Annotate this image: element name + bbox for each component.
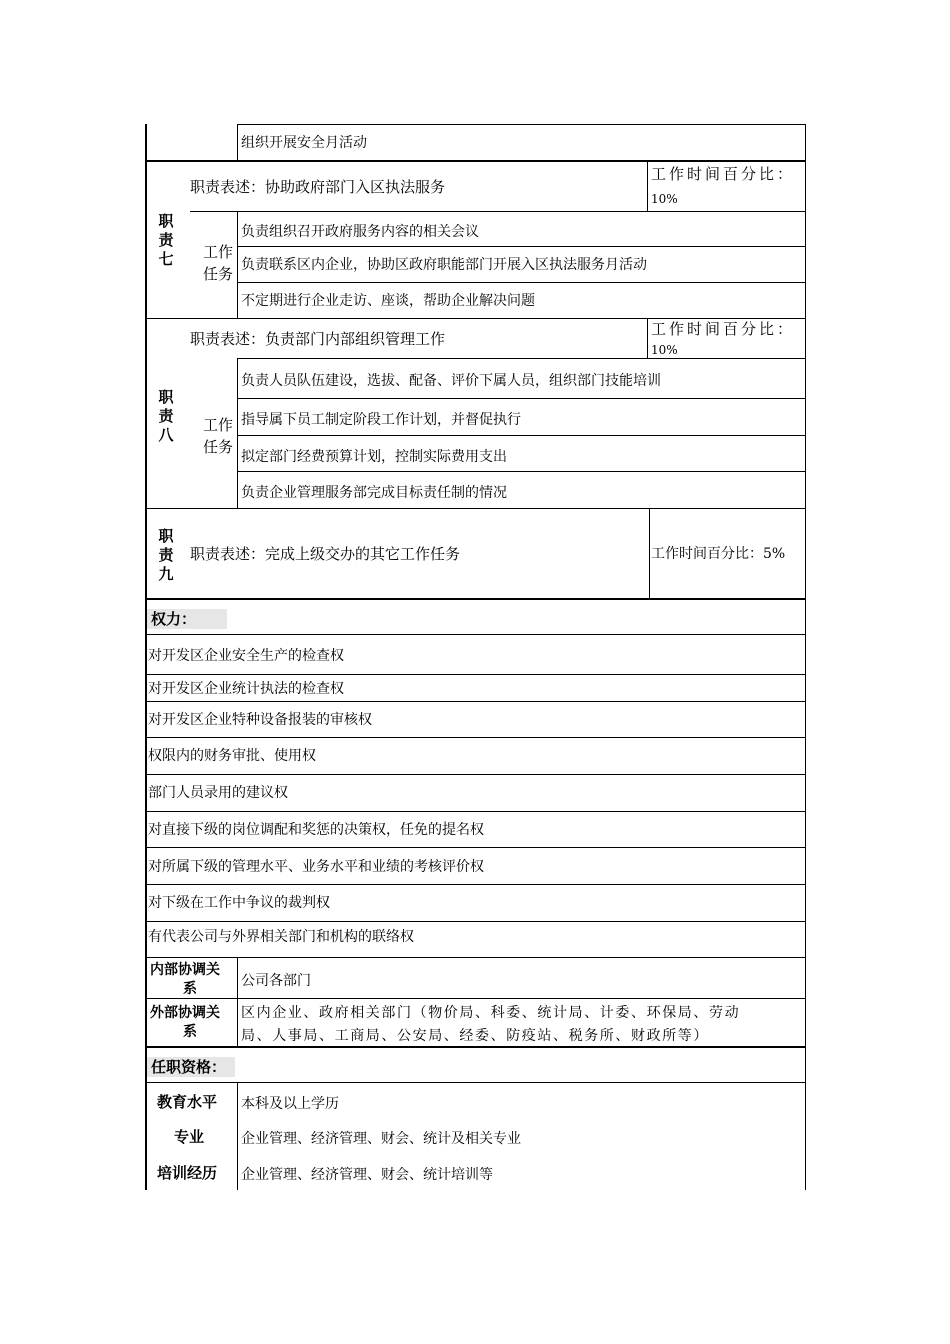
duty7-label: 职 责 七: [158, 212, 174, 268]
powers-heading: 权力：: [147, 609, 227, 629]
power-item-9: 有代表公司与外界相关部门和机构的联络权: [148, 929, 414, 945]
external-relations-label: 外部协调关: [150, 1005, 220, 1021]
duty8-task-3: 拟定部门经费预算计划，控制实际费用支出: [241, 449, 507, 465]
internal-relations-label: 内部协调关: [150, 962, 220, 978]
task-item: 组织开展安全月活动: [241, 135, 367, 151]
education-value: 本科及以上学历: [241, 1096, 339, 1112]
internal-relations-label-2: 系: [183, 981, 197, 997]
duty8-time-value: 10%: [651, 343, 678, 357]
duty7-time-value: 10%: [651, 192, 678, 206]
duty8-task-label: 工作 任务: [203, 416, 234, 456]
duty8-task-4: 负责企业管理服务部完成目标责任制的情况: [241, 485, 507, 501]
external-relations-value-2: 局、人事局、工商局、公安局、经委、防疫站、税务所、财政所等）: [241, 1028, 709, 1044]
power-item-6: 对直接下级的岗位调配和奖惩的决策权，任免的提名权: [148, 822, 484, 838]
major-value: 企业管理、经济管理、财会、统计及相关专业: [241, 1131, 521, 1147]
education-label: 教育水平: [157, 1093, 218, 1111]
power-item-5: 部门人员录用的建议权: [148, 785, 288, 801]
external-relations-value-1: 区内企业、政府相关部门（物价局、科委、统计局、计委、环保局、劳动: [241, 1005, 741, 1021]
duty9-statement: 职责表述：完成上级交办的其它工作任务: [190, 545, 461, 563]
duty8-time-label: 工作时间百分比：: [651, 320, 796, 338]
duty7-task-2: 负责联系区内企业，协助区政府职能部门开展入区执法服务月活动: [241, 257, 647, 273]
table-left-border: [145, 124, 147, 1190]
duty8-label: 职 责 八: [158, 388, 174, 444]
training-value: 企业管理、经济管理、财会、统计培训等: [241, 1167, 493, 1183]
duty8-task-2: 指导属下员工制定阶段工作计划，并督促执行: [241, 412, 521, 428]
power-item-7: 对所属下级的管理水平、业务水平和业绩的考核评价权: [148, 859, 484, 875]
external-relations-label-2: 系: [183, 1024, 197, 1040]
duty9-time: 工作时间百分比：5%: [651, 546, 786, 562]
power-item-4: 权限内的财务审批、使用权: [148, 748, 316, 764]
major-label: 专业: [174, 1128, 205, 1146]
duty7-task-1: 负责组织召开政府服务内容的相关会议: [241, 224, 479, 240]
table-right-border: [805, 124, 806, 1190]
power-item-1: 对开发区企业安全生产的检查权: [148, 648, 344, 664]
duty9-label: 职 责 九: [158, 527, 174, 583]
power-item-8: 对下级在工作中争议的裁判权: [148, 895, 330, 911]
qualifications-heading: 任职资格：: [147, 1057, 235, 1077]
duty8-task-1: 负责人员队伍建设，选拔、配备、评价下属人员，组织部门技能培训: [241, 373, 661, 389]
duty8-statement: 职责表述：负责部门内部组织管理工作: [190, 330, 446, 348]
training-label: 培训经历: [157, 1164, 218, 1182]
duty7-task-3: 不定期进行企业走访、座谈，帮助企业解决问题: [241, 293, 535, 309]
power-item-2: 对开发区企业统计执法的检查权: [148, 681, 344, 697]
duty7-statement: 职责表述：协助政府部门入区执法服务: [190, 178, 446, 196]
power-item-3: 对开发区企业特种设备报装的审核权: [148, 712, 372, 728]
internal-relations-value: 公司各部门: [241, 973, 311, 989]
duty7-time-label: 工作时间百分比：: [651, 165, 796, 183]
duty7-task-label: 工作 任务: [203, 243, 234, 283]
